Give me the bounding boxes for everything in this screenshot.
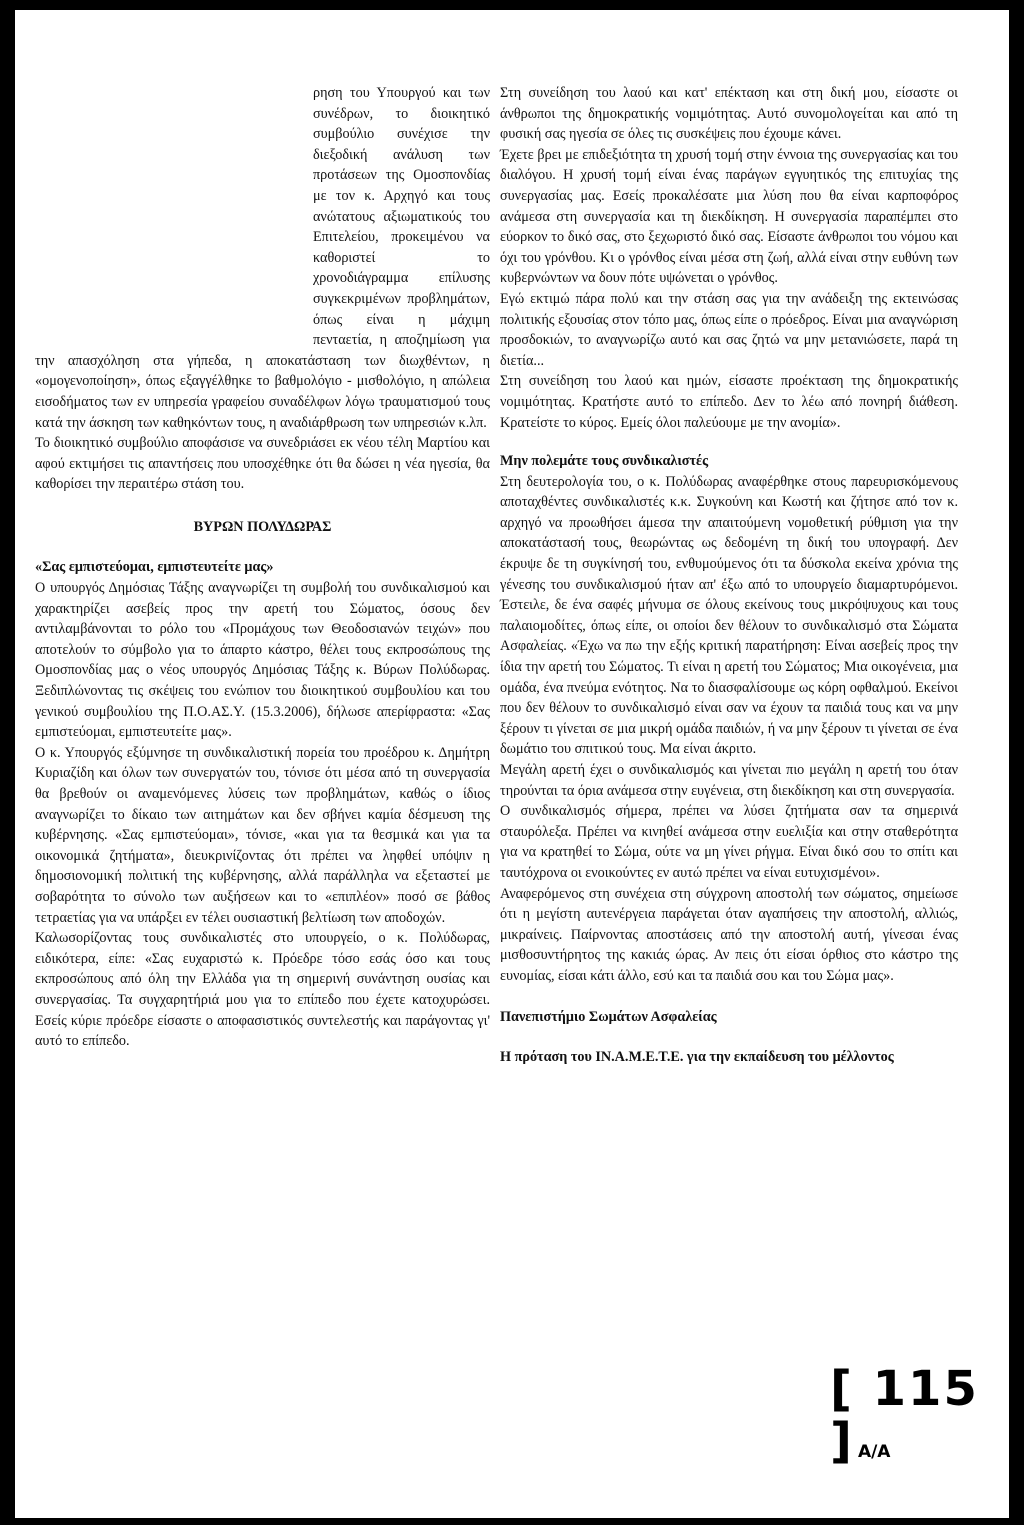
section-heading: «Σας εμπιστεύομαι, εμπιστευτείτε μας» (35, 559, 274, 576)
body-paragraph: Καλωσορίζοντας τους συνδικαλιστές στο υπουργείο, ο κ. Πολύδωρας, ειδικότερα, είπε: «Σας ευχαριστώ κ. Πρόεδρε τόσο εσάς όσο και τους εκπροσώπους από όλη την Ελλάδα για τη σημερινή συνάντηση ουσίας και συνεργασίας. Τα συγχαρητήριά μου για το επίπεδο που έχετε κατοχυρώσει. Εσείς κύριε πρόεδρε είσαστε ο αποφασιστικός συντελεστής και παράγοντας γι' αυτό το επίπεδο. (35, 930, 490, 1050)
body-paragraph: Στη συνείδηση του λαού και ημών, είσαστε προέκταση της δημοκρατικής νομιμότητας. Κρατήστε αυτό το επίπεδο. Δεν το λέω από πονηρή διάθεση. Κρατείστε το κύρος. Εμείς όλοι παλεύουμε με την ανομία». (500, 373, 958, 431)
footer-subheading: Η πρόταση του ΙΝ.Α.Μ.Ε.Τ.Ε. για την εκπαίδευση του μέλλοντος (500, 1049, 894, 1066)
body-paragraph: Ο υπουργός Δημόσιας Τάξης αναγνωρίζει τη συμβολή του συνδικαλισμού και χαρακτηρίζει ασεβείς προς την αρετή του Σώματος, όσους δεν αντιλαμβάνονται το ρόλο του «Προμάχους των Θεοδοσιανών τειχών» που αποτελούν το σύμβολο για το άπαρτο κάστρο, θέλει τους εκπροσώπους της Ομοσπονδίας μας ο νέος υπουργός Δημόσιας Τάξης κ. Βύρων Πολύδωρας. Ξεδιπλώνοντας τις σκέψεις του ενώπιον του διοικητικού συμβουλίου και του γενικού συμβουλίου της Π.Ο.ΑΣ.Υ. (15.3.2006), δήλωσε απερίφραστα: «Σας εμπιστεύομαι, εμπιστευτείτε μας». (35, 580, 490, 741)
left-column (35, 83, 490, 1052)
right-column (500, 83, 958, 1068)
footer-heading: Πανεπιστήμιο Σωμάτων Ασφαλείας (500, 1008, 717, 1025)
body-paragraph: Ο κ. Υπουργός εξύμνησε τη συνδικαλιστική πορεία του προέδρου κ. Δημήτρη Κυριαζίδη και όλων των συνεργατών του, τόνισε ότι μέσα από τη συνεργασία θα βρεθούν οι αναμενόμενες λύσεις των προβλημάτων, καθώς ο ίδιος αναγνωρίζει το δίκαιο των αιτημάτων και δεν σβήνει καμία δέσμευση της κυβέρνησης. «Σας εμπιστεύομαι», τόνισε, «και για τα θεσμικά και για τα οικονομικά ζητήματα», διευκρινίζοντας ότι πρέπει να ληφθεί υπόψιν η δημοσιονομική πολιτική της κυβέρνησης, αλλά παράλληλα να εξεταστεί με σοβαρότητα το σύνολο των αυξήσεων και το «επιπλέον» ποσό σε βάθος τετραετίας για να υπάρξει εν τέλει ουσιαστική βελτίωση των αποδοχών. (35, 744, 490, 926)
section-heading: Μην πολεμάτε τους συνδικαλιστές (500, 453, 709, 470)
page-number-suffix: Α/Α (857, 1442, 891, 1462)
intro-paragraph: Το διοικητικό συμβούλιο αποφάσισε να συνεδριάσει εκ νέου τέλη Μαρτίου και αφού εκτιμήσει τις απαντήσεις που υποσχέθηκε ότι θα δώσει η νέα ηγεσία, θα καθορίσει την περαιτέρω στάση του. (35, 435, 490, 493)
page-number (830, 1363, 1009, 1478)
body-paragraph: Εγώ εκτιμώ πάρα πολύ και την στάση σας για την ανάδειξη της εκτεινώσας πολιτικής εξουσίας στον τόπο μας, όπως είπε ο πρόεδρος. Είναι μια αναγνώριση προσδοκιών, το αναγνωρίζω αυτό και σας ζητώ να μην μετανιώσετε, παρά τη διετία... (500, 290, 958, 369)
body-paragraph: Στη δευτερολογία του, ο κ. Πολύδωρας αναφέρθηκε στους παρευρισκόμενους αποταχθέντες συνδικαλιστές κ.κ. Συγκούνη και Κωστή και ζήτησε από τον κ. αρχηγό να προωθήσει άμεσα την απαιτούμενη νομοθετική ρύθμιση για την αποκατάστασή τους, θεωρώντας ως δεδομένη τη δική του υπογραφή. Δεν έκρυψε δε τη συγκίνησή του, ενθυμούμενος ότι τα δύσκολα εκείνα χρόνια της γένεσης του συνδικαλισμού ήταν απ' έξω από το υπουργείο διαμαρτυρόμενοι. Έστειλε, δε ένα σαφές μήνυμα σε όλους εκείνους τους μικρόψυχους και τους παλαιομοδίτες, όπως είπε, οι οποίοι δεν θέλουν το συνδικαλισμό στα Σώματα Ασφαλείας. «Έχω να πω την εξής κριτική παρατήρηση: Είναι ασεβείς προς την ίδια την αρετή του Σώματος. Τι είναι η αρετή του Σώματος; Μια οικογένεια, μια ομάδα, ένα πνεύμα ενότητος. Να το διασφαλίσουμε ως κόρη οφθαλμού. Εκείνοι που δεν θέλουν το συνδικαλισμό είναι σαν να έχουν τα παιδιά τους και να μην ξέρουν τι γίνεται σε μια μικρή ομάδα παιδιών, ή να μην ξέρουν τι γίνεται σε ένα δωμάτιο του σπιτικού τους. Μα είναι άκριτο. (500, 473, 958, 758)
body-paragraph: Έχετε βρει με επιδεξιότητα τη χρυσή τομή στην έννοια της συνεργασίας και του διαλόγου. Η χρυσή τομή είναι ένας παράγων εγγυητικός της επιτυχίας της συνεργασίας μας. Εσείς προκαλέσατε μια λύση που θα είναι καρποφόρος ανάμεσα στη συνεργασία και τη διεκδίκηση. Η συνεργασία παραπέμπει στο εύορκον το δικό σας, στο ξεχωριστό δικό σας. Είσαστε άνθρωποι του νόμου και όχι του γρόνθου. Κι ο γρόνθος είναι μέσα στη ζωή, αλλά είναι στην ευθύνη των κυβερνώντων να δουν πότε υψώνεται ο γρόνθος. (500, 146, 958, 287)
page-number-value: [ 115 ] (830, 1361, 979, 1469)
magazine-page (15, 8, 1009, 1518)
body-paragraph: Στη συνείδηση του λαού και κατ' επέκταση και στη δική μου, είσαστε οι άνθρωποι της δημοκρατικής νομιμότητας. Αυτό συνομολογείται και από τη φυσική σας ηγεσία σε όλες τις συσκέψεις που έχουμε κάνει. (500, 85, 958, 143)
author-heading: ΒΥΡΩΝ ΠΟΛΥΔΩΡΑΣ (193, 518, 332, 535)
body-paragraph: Ο συνδικαλισμός σήμερα, πρέπει να λύσει ζητήματα σαν τα σημερινά σταυρόλεξα. Πρέπει να κινηθεί ανάμεσα στην ευελιξία και στην σταθερότητα για να κρατηθεί το Σώμα, ούτε να μη γίνει ρήγμα. Είναι δικό σου το σπίτι και ταυτόχρονα οι ενοικούντες εν αυτώ πρέπει να είναι ευτυχισμένοι». (500, 803, 958, 881)
image-placeholder-space (35, 83, 313, 331)
body-paragraph: Αναφερόμενος στη συνέχεια στη σύγχρονη αποστολή των σώματος, σημείωσε ότι η μεγίστη αυτενέργεια παράγεται όταν αγαπήσεις την αποστολή, αλλιώς, μικραίνεις. Παίρνοντας αποστάσεις από την αποστολή αυτή, γίνεσαι ένας μισθοσυντήρητος της κακιάς ώρας. Αν πεις ότι είσαι όρθιος στο κάστρο της ευνομίας, είσαι κάτι άλλο, εσύ και τα παιδιά σου και του Σώμα μας». (500, 885, 958, 984)
intro-paragraph: ρηση του Υπουργού και των συνέδρων, το διοικητικό συμβούλιο συνέχισε την διεξοδική ανάλυση των προτάσεων της Ομοσπονδίας με τον κ. Αρχηγό και τους ανώτατους αξιωματικούς του Επιτελείου, προκειμένου να καθοριστεί το χρονοδιάγραμμα επίλυσης συγκεκριμένων προβλημάτων, όπως είναι η μάχιμη πενταετία, η αποζημίωση για την απασχόληση στα γήπεδα, η αποκατάσταση των διωχθέντων, η «ομογενοποίηση», όπως εξαγγέλθηκε το βαθμολόγιο - μισθολόγιο, η απώλεια εισοδήματος των εν υπηρεσία γραφείου συναδέλφων λόγω τραυματισμού τους κατά την άσκηση των καθηκόντων τους, η αναδιάρθρωση των υπηρεσιών κ.λπ. (35, 85, 490, 431)
top-rule (15, 8, 1009, 10)
body-paragraph: Μεγάλη αρετή έχει ο συνδικαλισμός και γίνεται πιο μεγάλη η αρετή του όταν τηρούνται τα όρια ανάμεσα στην ευγένεια, στη διεκδίκηση και στη συνεργασία. (500, 762, 958, 799)
